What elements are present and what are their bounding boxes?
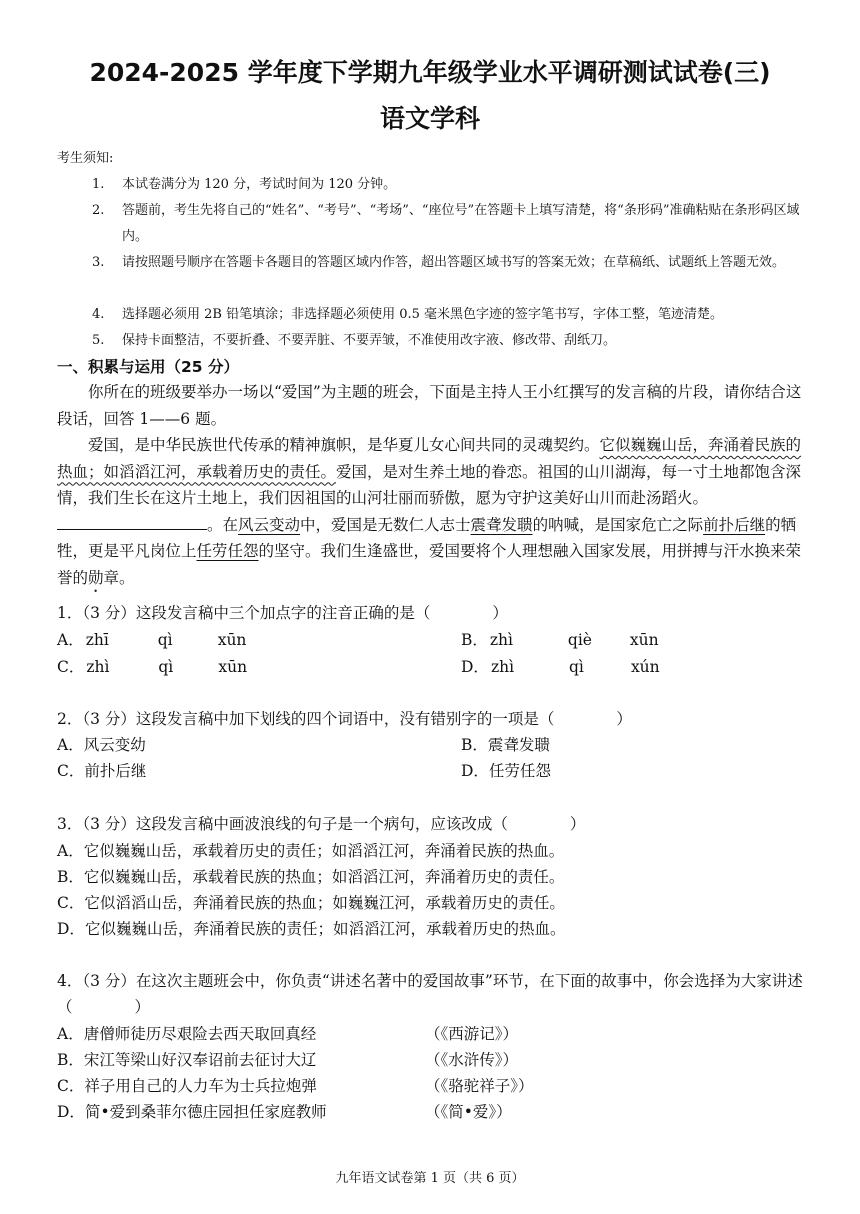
notice-item-text: 选择题必须用 2B 铅笔填涂；非选择题必须使用 0.5 毫米黑色字迹的签字笔书写，字体工整，笔迹清楚。 <box>122 307 724 322</box>
question-1-option-d[interactable] <box>461 654 660 680</box>
book-title: （《西游记》） <box>425 1025 519 1043</box>
underlined-word: 风云变动 <box>238 515 301 534</box>
option-label: C． <box>57 658 85 676</box>
notice-item <box>92 172 807 198</box>
passage-text: 章。 <box>103 568 135 587</box>
pinyin: qiè <box>567 631 592 649</box>
section-intro: 你所在的班级要举办一场以“爱国”为主题的班会，下面是主持人王小红撰写的发言稿的片段，请你结合这段话，回答 1——6 题。 <box>57 383 802 428</box>
underlined-word: 震聋发聩 <box>470 515 533 534</box>
question-1-stem: 1．（3 分）这段发言稿中三个加点字的注音正确的是（ ） <box>57 604 508 622</box>
pinyin: zhì <box>490 658 515 676</box>
option-text: 任劳任怨 <box>488 762 551 780</box>
pinyin: qì <box>158 658 174 676</box>
subject-title: 语文学科 <box>379 104 480 133</box>
question-3-option-d[interactable] <box>57 916 565 942</box>
option-text: 前扑后继 <box>84 762 147 780</box>
question-1-option-a[interactable] <box>57 627 246 653</box>
question-3-option-a[interactable] <box>57 838 564 864</box>
option-label: D． <box>57 920 85 938</box>
question-3-option-b[interactable] <box>57 864 564 890</box>
option-label: B． <box>461 631 488 649</box>
question-4-stem: 4．（3 分）在这次主题班会中，你负责“讲述名著中的爱国故事”环节，在下面的故事中，你会选择为大家讲述（ ） <box>57 972 803 1016</box>
passage-text: 中，爱国是无数仁人志士 <box>300 515 471 534</box>
wavy-sentence: 它似巍巍山岳，奔涌着民族的热血；如滔滔江河，承载着历史的责任。 <box>57 436 802 481</box>
notice-item-number: 2. <box>92 203 105 218</box>
notice-item <box>92 250 807 276</box>
pinyin: qì <box>157 631 173 649</box>
option-text: 它似巍巍山岳，承载着历史的责任；如滔滔江河，奔涌着民族的热血。 <box>83 842 565 860</box>
passage-text: 的呐喊，是国家危亡之际 <box>532 515 704 534</box>
question-3-stem: 3．（3 分）这段发言稿中画波浪线的句子是一个病句，应该改成（ ） <box>57 815 586 833</box>
answer-blank <box>57 513 207 530</box>
option-label: C． <box>57 1077 85 1095</box>
pinyin: zhì <box>86 658 110 676</box>
question-1-option-c[interactable] <box>57 654 247 680</box>
option-label: A． <box>57 1025 84 1043</box>
option-text: 震聋发聩 <box>487 736 550 754</box>
option-label: A． <box>57 736 84 754</box>
notice-item-text: 保持卡面整洁，不要折叠、不要弄脏、不要弄皱，不准使用改字液、修改带、刮纸刀。 <box>122 333 617 348</box>
option-text: 风云变幼 <box>83 736 146 754</box>
pinyin: zhì <box>489 631 513 649</box>
notice-item <box>92 328 807 354</box>
book-title: （《简•爱》） <box>425 1103 512 1121</box>
passage-text: 的坚守。我们生逢盛世，爱国要将个人理想融入国家发展，用拼搏与汗水换来荣誉的 <box>57 542 802 587</box>
option-label: B． <box>57 1051 84 1069</box>
pinyin: qì <box>568 658 584 676</box>
option-label: A． <box>57 631 84 649</box>
notice-item-number: 3. <box>92 255 105 270</box>
question-1-option-b[interactable] <box>461 627 659 653</box>
option-label: C． <box>57 762 85 780</box>
option-label: D． <box>57 1103 85 1121</box>
question-2-stem: 2．（3 分）这段发言稿中加下划线的四个词语中，没有错别字的一项是（ ） <box>57 710 632 728</box>
option-label: B． <box>57 868 84 886</box>
dotted-character: 勋 <box>88 568 104 587</box>
notice-item-number: 1. <box>92 177 105 192</box>
notice-item-number: 5. <box>92 333 105 348</box>
passage-text: 的牺牲，更是平凡岗位上 <box>57 515 797 560</box>
option-text: 唐僧师徒历尽艰险去西天取回真经 <box>83 1025 317 1043</box>
option-text: 简•爱到桑菲尔德庄园担任家庭教师 <box>84 1103 327 1121</box>
question-4-option-a[interactable] <box>57 1021 316 1047</box>
pinyin: zhī <box>85 631 109 649</box>
page-footer: 九年语文试卷第 1 页（共 6 页） <box>335 1171 525 1186</box>
underlined-word: 前扑后继 <box>703 515 766 534</box>
question-2-option-d[interactable] <box>461 758 551 784</box>
passage-text: 爱国，是对生养土地的眷恋。祖国的山川湖海，每一寸土地都饱含深情，我们生长在这片土地上，我们因祖国的山河壮丽而骄傲，愿为守护这美好山川而赴汤蹈火。 <box>57 462 802 507</box>
option-label: B． <box>461 736 488 754</box>
question-4-option-d[interactable] <box>57 1099 327 1125</box>
book-title: （《骆驼祥子》） <box>425 1077 534 1095</box>
question-2-option-a[interactable] <box>57 732 146 758</box>
question-2-option-c[interactable] <box>57 758 146 784</box>
book-title: （《水浒传》） <box>425 1051 519 1069</box>
option-label: C． <box>57 894 85 912</box>
question-2-option-b[interactable] <box>461 732 550 758</box>
option-label: D． <box>461 658 489 676</box>
notice-item <box>92 198 807 250</box>
passage-text: 。在 <box>207 515 239 534</box>
pinyin: xún <box>630 658 660 676</box>
question-3-option-c[interactable] <box>57 890 565 916</box>
pinyin: xūn <box>218 658 248 676</box>
notice-item-text: 本试卷满分为 120 分，考试时间为 120 分钟。 <box>122 177 397 192</box>
option-label: A． <box>57 842 84 860</box>
option-text: 它似巍巍山岳，奔涌着民族的责任；如滔滔江河，承载着历史的热血。 <box>84 920 566 938</box>
notice-heading: 考生须知: <box>57 151 114 166</box>
option-text: 它似巍巍山岳，承载着民族的热血；如滔滔江河，奔涌着历史的责任。 <box>83 868 565 886</box>
option-text: 祥子用自己的人力车为士兵拉炮弹 <box>84 1077 317 1095</box>
option-label: D． <box>461 762 489 780</box>
option-text: 它似滔滔山岳，奔涌着民族的热血；如巍巍江河，承载着历史的责任。 <box>84 894 565 912</box>
pinyin: xūn <box>629 631 659 649</box>
underlined-word: 任劳任怨 <box>196 542 259 560</box>
option-text: 宋江等梁山好汉奉诏前去征讨大辽 <box>83 1051 317 1069</box>
section-heading: 一、积累与运用（25 分） <box>57 358 239 376</box>
pinyin: xūn <box>217 631 247 649</box>
passage-text: 爱国，是中华民族世代传承的精神旗帜，是华夏儿女心间共同的灵魂契约。 <box>88 436 600 454</box>
notice-item-text: 请按照题号顺序在答题卡各题目的答题区域内作答，超出答题区域书写的答案无效；在草稿纸、试题纸上答题无效。 <box>122 255 786 270</box>
question-4-option-b[interactable] <box>57 1047 316 1073</box>
exam-title: 2024-2025 学年度下学期九年级学业水平调研测试试卷(三) <box>89 58 771 87</box>
speech-passage <box>57 432 805 596</box>
notice-item-number: 4. <box>92 307 105 322</box>
question-4-option-c[interactable] <box>57 1073 317 1099</box>
notice-item <box>92 302 807 328</box>
notice-item-text: 答题前，考生先将自己的“姓名”、“考号”、“考场”、“座位号”在答题卡上填写清楚，将“条形码”准确粘贴在条形码区域内。 <box>122 203 800 244</box>
